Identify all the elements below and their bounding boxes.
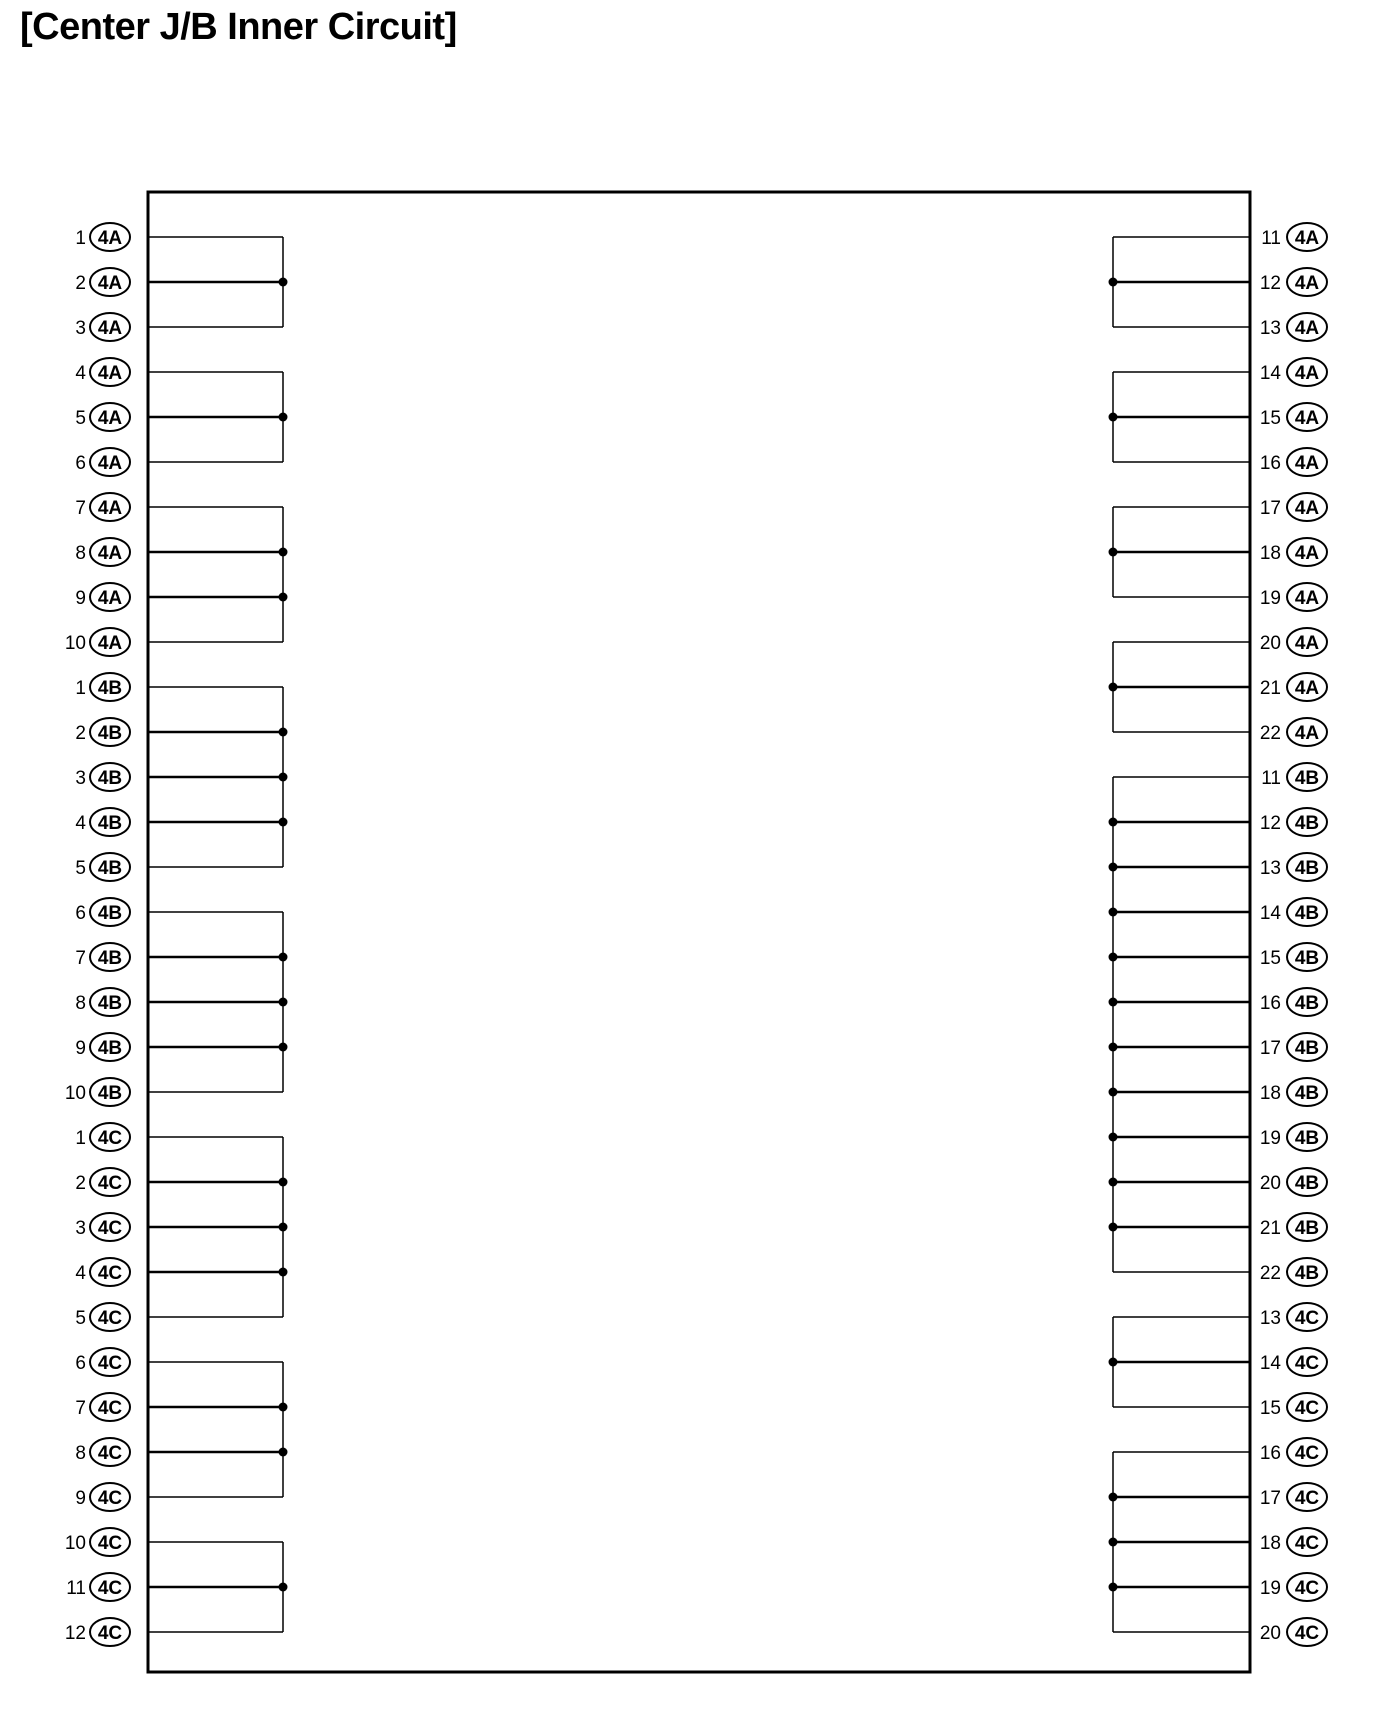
connector-label-left-11: 4B (97, 723, 123, 744)
connector-label-right-6: 4A (1294, 498, 1320, 519)
pin-number-left-12: 3 (75, 768, 86, 789)
pin-number-left-27: 8 (75, 1443, 86, 1464)
pin-number-left-4: 5 (75, 408, 86, 429)
connector-label-left-1: 4A (97, 273, 123, 294)
pin-number-left-11: 2 (75, 723, 86, 744)
pin-number-left-19: 10 (64, 1083, 86, 1104)
pin-number-left-1: 2 (75, 273, 86, 294)
connector-label-right-8: 4A (1294, 588, 1320, 609)
connector-label-left-25: 4C (97, 1353, 123, 1374)
connector-label-right-11: 4A (1294, 723, 1320, 744)
connector-label-right-15: 4B (1294, 903, 1320, 924)
pin-number-right-25: 14 (1259, 1353, 1281, 1374)
pin-number-left-22: 3 (75, 1218, 86, 1239)
connector-label-left-0: 4A (97, 228, 123, 249)
pin-number-left-30: 11 (66, 1578, 86, 1599)
connector-label-right-10: 4A (1294, 678, 1320, 699)
connector-label-left-31: 4C (97, 1623, 123, 1644)
pin-number-right-12: 11 (1261, 768, 1281, 789)
connector-label-left-7: 4A (97, 543, 123, 564)
connector-label-right-27: 4C (1294, 1443, 1320, 1464)
pin-number-right-24: 13 (1259, 1308, 1281, 1329)
pin-number-left-13: 4 (75, 813, 86, 834)
connector-label-right-20: 4B (1294, 1128, 1320, 1149)
connector-label-right-19: 4B (1294, 1083, 1320, 1104)
connector-label-right-29: 4C (1294, 1533, 1320, 1554)
connector-label-left-2: 4A (97, 318, 123, 339)
right-terminal-column (1109, 223, 1328, 1646)
connector-label-right-1: 4A (1294, 273, 1320, 294)
pin-number-right-29: 18 (1259, 1533, 1281, 1554)
connector-label-left-15: 4B (97, 903, 123, 924)
pin-number-left-25: 6 (75, 1353, 86, 1374)
connector-label-right-3: 4A (1294, 363, 1320, 384)
connector-label-right-2: 4A (1294, 318, 1320, 339)
pin-number-left-14: 5 (75, 858, 86, 879)
connector-label-right-23: 4B (1294, 1263, 1320, 1284)
connector-label-left-5: 4A (97, 453, 123, 474)
pin-number-right-21: 20 (1259, 1173, 1281, 1194)
pin-number-right-15: 14 (1259, 903, 1281, 924)
connector-label-left-10: 4B (97, 678, 123, 699)
connector-label-right-21: 4B (1294, 1173, 1320, 1194)
connector-label-left-16: 4B (97, 948, 123, 969)
connector-label-left-12: 4B (97, 768, 123, 789)
pin-number-right-17: 16 (1259, 993, 1281, 1014)
pin-number-left-18: 9 (75, 1038, 86, 1059)
pin-number-right-19: 18 (1259, 1083, 1281, 1104)
connector-label-left-13: 4B (97, 813, 123, 834)
pin-number-left-9: 10 (64, 633, 86, 654)
connector-label-left-9: 4A (97, 633, 123, 654)
connector-label-left-8: 4A (97, 588, 123, 609)
pin-number-right-27: 16 (1259, 1443, 1281, 1464)
connector-label-left-19: 4B (97, 1083, 123, 1104)
pin-number-left-16: 7 (75, 948, 86, 969)
pin-number-right-1: 12 (1259, 273, 1281, 294)
pin-number-left-6: 7 (75, 498, 86, 519)
pin-number-left-17: 8 (75, 993, 86, 1014)
connector-label-left-30: 4C (97, 1578, 123, 1599)
pin-number-right-13: 12 (1259, 813, 1281, 834)
connector-label-right-14: 4B (1294, 858, 1320, 879)
connector-label-right-18: 4B (1294, 1038, 1320, 1059)
pin-number-left-15: 6 (75, 903, 86, 924)
connector-label-left-24: 4C (97, 1308, 123, 1329)
connector-label-right-0: 4A (1294, 228, 1320, 249)
connector-label-left-26: 4C (97, 1398, 123, 1419)
pin-number-right-3: 14 (1259, 363, 1281, 384)
pin-number-left-0: 1 (75, 228, 86, 249)
pin-number-right-5: 16 (1259, 453, 1281, 474)
connector-label-right-5: 4A (1294, 453, 1320, 474)
connector-label-right-4: 4A (1294, 408, 1320, 429)
pin-number-right-31: 20 (1259, 1623, 1281, 1644)
pin-number-right-20: 19 (1259, 1128, 1281, 1149)
pin-number-right-18: 17 (1259, 1038, 1281, 1059)
pin-number-right-2: 13 (1259, 318, 1281, 339)
pin-number-right-4: 15 (1259, 408, 1281, 429)
connector-label-right-13: 4B (1294, 813, 1320, 834)
pin-number-right-26: 15 (1259, 1398, 1281, 1419)
pin-number-right-9: 20 (1259, 633, 1281, 654)
connector-label-left-18: 4B (97, 1038, 123, 1059)
pin-number-left-10: 1 (75, 678, 86, 699)
pin-number-left-3: 4 (75, 363, 86, 384)
pin-number-right-23: 22 (1259, 1263, 1281, 1284)
connector-label-left-14: 4B (97, 858, 123, 879)
pin-number-right-10: 21 (1259, 678, 1281, 699)
pin-number-left-8: 9 (75, 588, 86, 609)
connector-label-left-6: 4A (97, 498, 123, 519)
pin-number-right-30: 19 (1259, 1578, 1281, 1599)
pin-number-left-21: 2 (75, 1173, 86, 1194)
connector-label-right-12: 4B (1294, 768, 1320, 789)
connector-label-left-23: 4C (97, 1263, 123, 1284)
pin-number-left-29: 10 (64, 1533, 86, 1554)
connector-label-left-27: 4C (97, 1443, 123, 1464)
connector-label-right-22: 4B (1294, 1218, 1320, 1239)
connector-label-right-25: 4C (1294, 1353, 1320, 1374)
pin-number-right-28: 17 (1259, 1488, 1281, 1509)
connector-label-left-28: 4C (97, 1488, 123, 1509)
pin-number-left-31: 12 (64, 1623, 86, 1644)
connector-label-left-20: 4C (97, 1128, 123, 1149)
pin-number-right-6: 17 (1259, 498, 1281, 519)
connector-label-right-17: 4B (1294, 993, 1320, 1014)
pin-number-left-28: 9 (75, 1488, 86, 1509)
pin-number-left-2: 3 (75, 318, 86, 339)
connector-label-right-28: 4C (1294, 1488, 1320, 1509)
pin-number-left-24: 5 (75, 1308, 86, 1329)
pin-number-right-14: 13 (1259, 858, 1281, 879)
connector-label-right-16: 4B (1294, 948, 1320, 969)
junction-block-outline (148, 192, 1250, 1672)
connector-label-left-4: 4A (97, 408, 123, 429)
page-title: [Center J/B Inner Circuit] (20, 6, 457, 48)
connector-label-right-9: 4A (1294, 633, 1320, 654)
pin-number-right-16: 15 (1259, 948, 1281, 969)
pin-number-left-7: 8 (75, 543, 86, 564)
connector-label-right-26: 4C (1294, 1398, 1320, 1419)
pin-number-right-22: 21 (1259, 1218, 1281, 1239)
connector-label-left-3: 4A (97, 363, 123, 384)
connector-label-left-21: 4C (97, 1173, 123, 1194)
left-terminal-column (65, 223, 288, 1646)
pin-number-left-20: 1 (75, 1128, 86, 1149)
connector-label-right-24: 4C (1294, 1308, 1320, 1329)
connector-label-right-31: 4C (1294, 1623, 1320, 1644)
pin-number-right-11: 22 (1259, 723, 1281, 744)
connector-label-left-22: 4C (97, 1218, 123, 1239)
connector-label-left-29: 4C (97, 1533, 123, 1554)
pin-number-right-8: 19 (1259, 588, 1281, 609)
pin-number-left-5: 6 (75, 453, 86, 474)
connector-label-right-7: 4A (1294, 543, 1320, 564)
pin-number-right-0: 11 (1261, 228, 1281, 249)
pin-number-left-23: 4 (75, 1263, 86, 1284)
pin-number-left-26: 7 (75, 1398, 86, 1419)
connector-label-right-30: 4C (1294, 1578, 1320, 1599)
connector-label-left-17: 4B (97, 993, 123, 1014)
pin-number-right-7: 18 (1259, 543, 1281, 564)
